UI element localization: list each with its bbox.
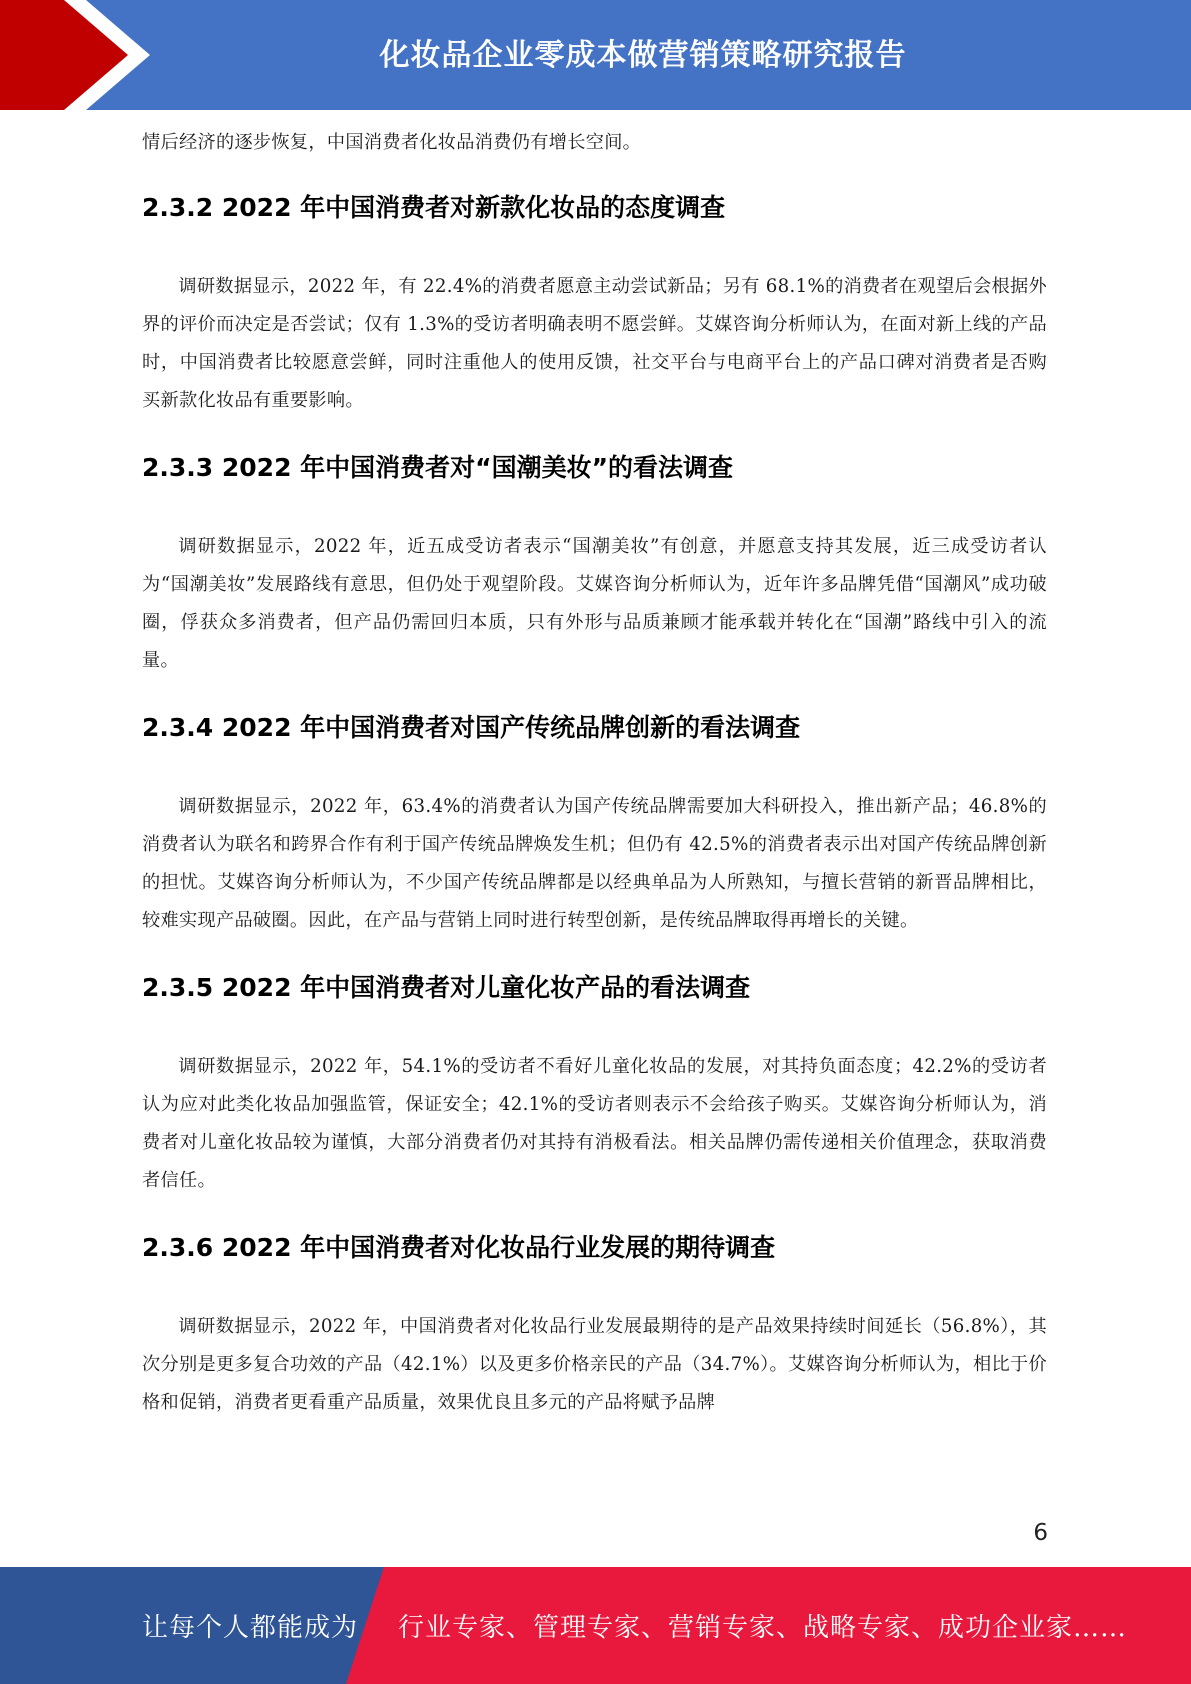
section-paragraph: 调研数据显示，2022 年，63.4%的消费者认为国产传统品牌需要加大科研投入，推出新产品；46.8%的消费者认为联名和跨界合作有利于国产传统品牌焕发生机；但仍有 42.5%的消费者表示出对国产传统品牌创新的担忧。艾媒咨询分析师认为，不少国产传统品牌都是以经典单品为人所熟知，与擅长营销的新晋品牌相比，较难实现产品破圈。因此，在产品与营销上同时进行转型创新，是传统品牌取得再增长的关键。	[142, 796, 1047, 931]
section-heading: 2.3.2 2022 年中国消费者对新款化妆品的态度调查	[142, 193, 726, 222]
section-heading: 2.3.6 2022 年中国消费者对化妆品行业发展的期待调查	[142, 1233, 776, 1262]
page-footer	[0, 1567, 1191, 1684]
section-2-3-6	[142, 1230, 1047, 1422]
page-number: 6	[1033, 1520, 1048, 1546]
footer-slogan-right: 行业专家、管理专家、营销专家、战略专家、成功企业家……	[398, 1613, 1128, 1643]
section-paragraph: 调研数据显示，2022 年，近五成受访者表示“国潮美妆”有创意，并愿意支持其发展，近三成受访者认为“国潮美妆”发展路线有意思，但仍处于观望阶段。艾媒咨询分析师认为，近年许多品牌凭借“国潮风”成功破圈，俘获众多消费者，但产品仍需回归本质，只有外形与品质兼顾才能承载并转化在“国潮”路线中引入的流量。	[142, 536, 1047, 671]
section-heading: 2.3.5 2022 年中国消费者对儿童化妆产品的看法调查	[142, 973, 751, 1002]
main-content	[142, 124, 1047, 1452]
section-heading: 2.3.4 2022 年中国消费者对国产传统品牌创新的看法调查	[142, 713, 801, 742]
section-heading: 2.3.3 2022 年中国消费者对“国潮美妆”的看法调查	[142, 453, 734, 482]
footer-slogan-left: 让每个人都能成为	[142, 1613, 359, 1643]
intro-paragraph: 情后经济的逐步恢复，中国消费者化妆品消费仍有增长空间。	[142, 132, 642, 153]
report-title: 化妆品企业零成本做营销策略研究报告	[379, 38, 907, 73]
section-paragraph: 调研数据显示，2022 年，54.1%的受访者不看好儿童化妆品的发展，对其持负面态度；42.2%的受访者认为应对此类化妆品加强监管，保证安全；42.1%的受访者则表示不会给孩子购买。艾媒咨询分析师认为，消费者对儿童化妆品较为谨慎，大部分消费者仍对其持有消极看法。相关品牌仍需传递相关价值理念，获取消费者信任。	[142, 1056, 1047, 1191]
section-2-3-4	[142, 710, 1047, 940]
section-2-3-2	[142, 190, 1047, 420]
section-paragraph: 调研数据显示，2022 年，中国消费者对化妆品行业发展最期待的是产品效果持续时间延长（56.8%），其次分别是更多复合功效的产品（42.1%）以及更多价格亲民的产品（34.7%）。艾媒咨询分析师认为，相比于价格和促销，消费者更看重产品质量，效果优良且多元的产品将赋予品牌	[142, 1316, 1047, 1413]
section-2-3-5	[142, 970, 1047, 1200]
section-paragraph: 调研数据显示，2022 年，有 22.4%的消费者愿意主动尝试新品；另有 68.1%的消费者在观望后会根据外界的评价而决定是否尝试；仅有 1.3%的受访者明确表明不愿尝鲜。艾媒咨询分析师认为，在面对新上线的产品时，中国消费者比较愿意尝鲜，同时注重他人的使用反馈，社交平台与电商平台上的产品口碑对消费者是否购买新款化妆品有重要影响。	[142, 276, 1047, 411]
section-2-3-3	[142, 450, 1047, 680]
page-header	[0, 0, 1191, 110]
